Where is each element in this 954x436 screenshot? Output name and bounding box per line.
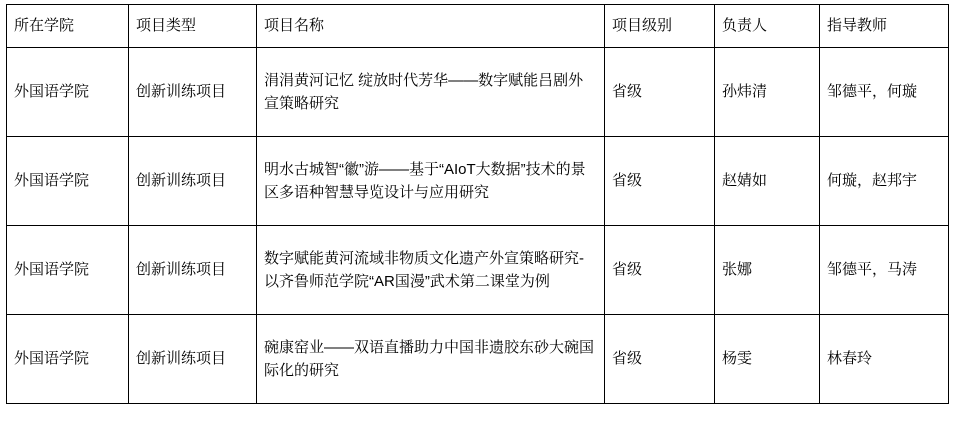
column-header-level: 项目级别 <box>605 5 715 48</box>
cell-project-name: 碗康窑业——双语直播助力中国非遗胶东砂大碗国际化的研究 <box>257 315 605 404</box>
cell-college: 外国语学院 <box>7 226 129 315</box>
cell-college: 外国语学院 <box>7 48 129 137</box>
cell-advisor: 邹德平，马涛 <box>820 226 949 315</box>
table-header <box>7 5 949 48</box>
cell-level: 省级 <box>605 315 715 404</box>
table-row <box>7 315 949 404</box>
cell-level: 省级 <box>605 226 715 315</box>
column-header-college: 所在学院 <box>7 5 129 48</box>
column-header-type: 项目类型 <box>129 5 257 48</box>
cell-level: 省级 <box>605 48 715 137</box>
cell-leader: 杨雯 <box>715 315 820 404</box>
cell-project-name: 明水古城智“徽”游——基于“AIoT大数据”技术的景区多语种智慧导览设计与应用研究 <box>257 137 605 226</box>
cell-leader: 赵婧如 <box>715 137 820 226</box>
table-header-row <box>7 5 949 48</box>
cell-leader: 张娜 <box>715 226 820 315</box>
cell-project-name: 涓涓黄河记忆 绽放时代芳华——数字赋能吕剧外宣策略研究 <box>257 48 605 137</box>
column-header-name: 项目名称 <box>257 5 605 48</box>
cell-type: 创新训练项目 <box>129 315 257 404</box>
table-row <box>7 48 949 137</box>
cell-college: 外国语学院 <box>7 315 129 404</box>
table-body <box>7 48 949 404</box>
column-header-advisor: 指导教师 <box>820 5 949 48</box>
cell-college: 外国语学院 <box>7 137 129 226</box>
cell-level: 省级 <box>605 137 715 226</box>
cell-type: 创新训练项目 <box>129 48 257 137</box>
cell-advisor: 何璇，赵邦宇 <box>820 137 949 226</box>
cell-advisor: 邹德平，何璇 <box>820 48 949 137</box>
table-row <box>7 137 949 226</box>
project-table <box>6 4 949 404</box>
cell-project-name: 数字赋能黄河流域非物质文化遗产外宣策略研究-以齐鲁师范学院“AR国漫”武术第二课堂为例 <box>257 226 605 315</box>
cell-advisor: 林春玲 <box>820 315 949 404</box>
cell-type: 创新训练项目 <box>129 226 257 315</box>
column-header-leader: 负责人 <box>715 5 820 48</box>
table-row <box>7 226 949 315</box>
cell-type: 创新训练项目 <box>129 137 257 226</box>
cell-leader: 孙炜清 <box>715 48 820 137</box>
